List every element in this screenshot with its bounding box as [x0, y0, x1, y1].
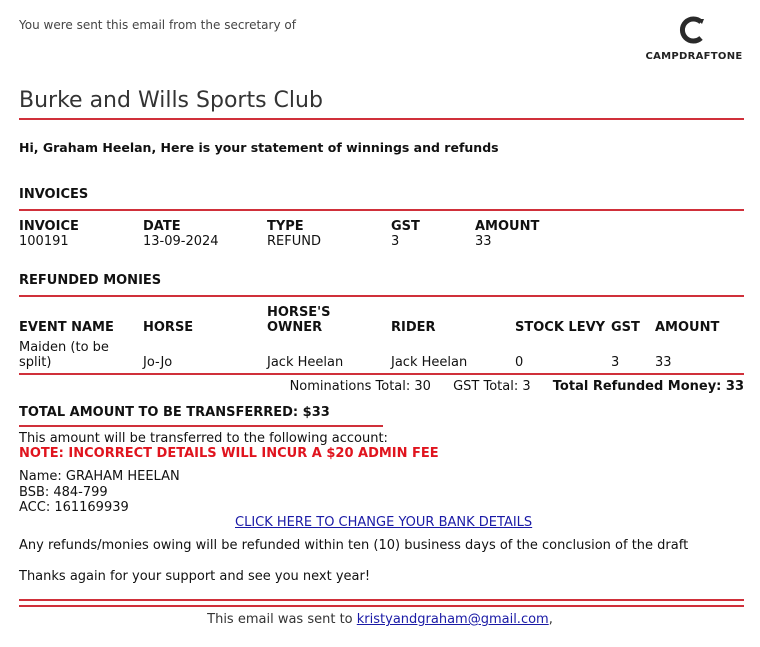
refund-gst-value: 3	[611, 355, 620, 370]
total-transfer: TOTAL AMOUNT TO BE TRANSFERRED: $33	[19, 405, 330, 420]
invoice-number: 100191	[19, 234, 69, 249]
invoices-title: INVOICES	[19, 187, 89, 202]
totals-row	[272, 379, 744, 394]
admin-fee-note: NOTE: INCORRECT DETAILS WILL INCUR A $20 ADMIN FEE	[19, 446, 439, 461]
event-name-header: EVENT NAME	[19, 320, 114, 335]
account-name: Name: GRAHAM HEELAN	[19, 469, 180, 484]
divider	[19, 599, 744, 601]
total-refunded: Total Refunded Money: 33	[552, 379, 744, 394]
refund-gst-header: GST	[611, 320, 640, 335]
campdraftone-logo-icon	[679, 15, 709, 45]
transfer-intro: This amount will be transferred to the following account:	[19, 431, 388, 446]
rider-header: RIDER	[391, 320, 436, 335]
gst-header: GST	[391, 219, 420, 234]
greeting: Hi, Graham Heelan, Here is your statement of winnings and refunds	[19, 140, 499, 155]
divider	[19, 605, 744, 607]
divider	[19, 118, 744, 120]
footer	[0, 612, 760, 627]
thanks-message: Thanks again for your support and see you next year!	[19, 569, 371, 584]
logo-text: CAMPDRAFTONE	[645, 51, 743, 62]
recipient-email-link[interactable]: kristyandgraham@gmail.com	[356, 612, 549, 627]
invoice-date: 13-09-2024	[143, 234, 219, 249]
invoice-gst: 3	[391, 234, 400, 249]
divider	[19, 295, 744, 297]
refunded-title: REFUNDED MONIES	[19, 273, 162, 288]
event-name: Maiden (to be split)	[19, 340, 109, 370]
type-header: TYPE	[267, 219, 304, 234]
gst-total: GST Total: 3	[453, 379, 531, 394]
account-number: ACC: 161169939	[19, 500, 129, 515]
stock-levy-value: 0	[515, 355, 524, 370]
refund-amount-header: AMOUNT	[655, 320, 720, 335]
horse-name: Jo-Jo	[143, 355, 173, 370]
campdraftone-logo	[644, 15, 744, 62]
refund-notice: Any refunds/monies owing will be refunded within ten (10) business days of the conclusion of the draft	[19, 538, 689, 553]
amount-header: AMOUNT	[475, 219, 540, 234]
horses-owner-header: HORSE'S OWNER	[267, 305, 331, 335]
invoice-amount: 33	[475, 234, 492, 249]
rider-name: Jack Heelan	[391, 355, 468, 370]
invoice-type: REFUND	[267, 234, 321, 249]
divider	[19, 209, 744, 211]
footer-prefix: This email was sent to	[207, 612, 353, 627]
divider	[19, 373, 744, 375]
nominations-total: Nominations Total: 30	[289, 379, 431, 394]
refund-amount-value: 33	[655, 355, 672, 370]
stock-levy-header: STOCK LEVY	[515, 320, 606, 335]
club-name: Burke and Wills Sports Club	[19, 88, 323, 113]
sent-from-text: You were sent this email from the secretary of	[19, 18, 296, 32]
invoice-header: INVOICE	[19, 219, 79, 234]
account-bsb: BSB: 484-799	[19, 485, 108, 500]
footer-suffix: ,	[548, 612, 553, 627]
horse-owner: Jack Heelan	[267, 355, 344, 370]
divider	[19, 425, 383, 427]
horse-header: HORSE	[143, 320, 194, 335]
date-header: DATE	[143, 219, 181, 234]
change-bank-details-link[interactable]: CLICK HERE TO CHANGE YOUR BANK DETAILS	[235, 515, 533, 530]
